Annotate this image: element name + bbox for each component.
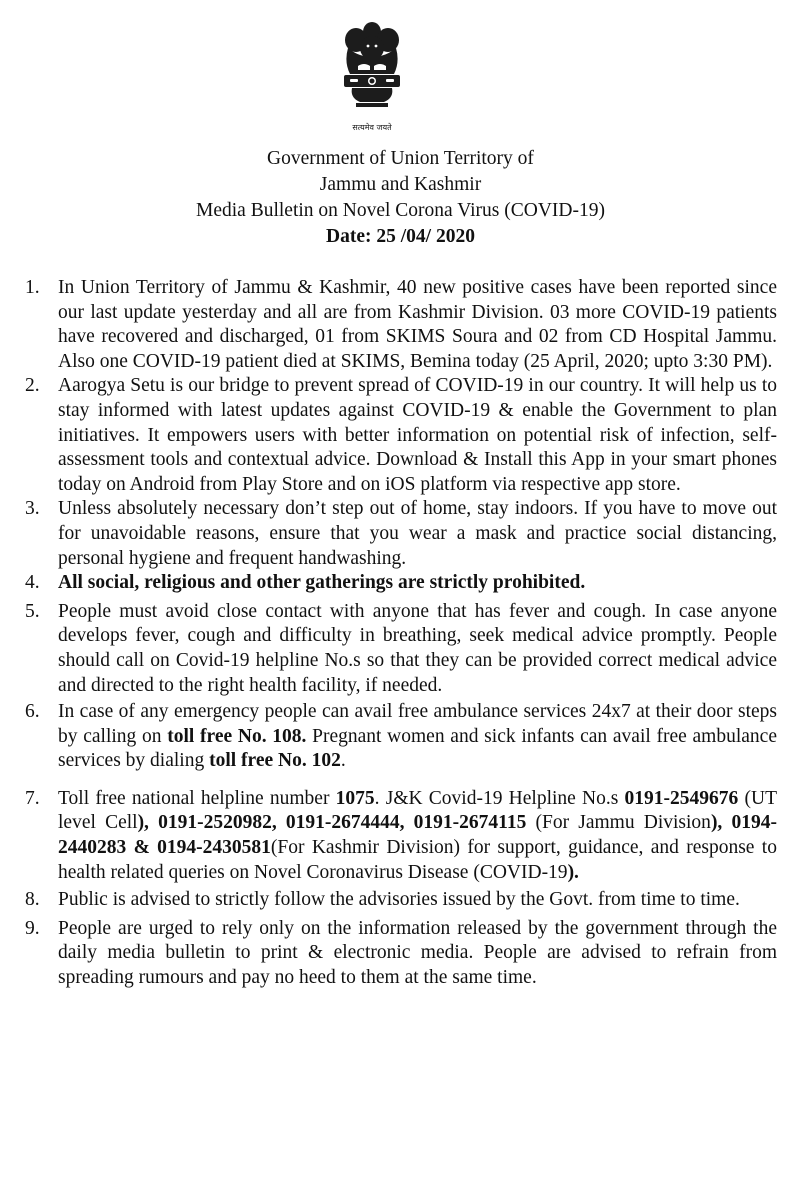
list-item [25,888,777,913]
item-text-segment: . J&K Covid-19 Helpline No.s [374,787,625,809]
item-number: 7. [25,787,40,809]
list-item [25,497,777,571]
item-text-segment: . [340,750,346,772]
jammu-helpline-numbers: ), 0191-2520982, 0191-2674444, 0191-2674115 [137,812,527,834]
item-number: 6. [25,701,40,723]
item-number: 2. [25,375,40,397]
toll-free-102: toll free No. 102 [209,750,341,772]
item-text-segment: Toll free national helpline number [58,787,336,809]
item-text-prohibition: All social, religious and other gatherings are strictly prohibited. [58,572,586,594]
item-text: In Union Territory of Jammu & Kashmir, 40 new positive cases have been reported since our last update yesterday and all are from Kashmir Division. 03 more COVID-19 patients have recovered and discharged, 01 from SKIMS Soura and 02 from CD Hospital Jammu. Also one COVID-19 patient died at SKIMS, Bemina today (25 April, 2020; upto 3:30 PM). [58,277,777,372]
list-item [25,276,777,374]
item-text-segment: (For Kashmir Division) for support, guidance, and response to health related queries on Novel Coronavirus Disease (COVID-19 [58,837,777,883]
bulletin-header [0,146,801,250]
national-helpline-number: 1075 [335,787,375,809]
toll-free-108: toll free No. 108. [167,725,307,747]
list-item [25,787,777,885]
header-region-line: Jammu and Kashmir [319,174,482,195]
list-item [25,700,777,774]
ashoka-lion-capital-icon [334,18,410,122]
item-text: People must avoid close contact with anyone that has fever and cough. In case anyone develops fever, cough and difficulty in breathing, seek medical advice promptly. People should call on Covid-19 helpline No.s so that they can be provided correct medical advice and directed to the right health facility, if needed. [58,600,777,696]
header-bulletin-title: Media Bulletin on Novel Corona Virus (COVID-19) [196,200,605,221]
item-number: 3. [25,498,40,520]
item-text [58,787,777,885]
item-text-segment: In case of any emergency people can avail free ambulance services 24x7 at their door steps by calling on [58,701,777,747]
item-number: 8. [25,889,40,911]
item-text: People are urged to rely only on the information released by the government through the daily media bulletin to print & electronic media. People are advised to refrain from spreading rumours and pay no heed to them at the same time. [58,917,777,989]
list-item [25,917,777,991]
national-emblem [334,18,410,138]
item-number: 5. [25,600,40,622]
item-text: Unless absolutely necessary don’t step out of home, stay indoors. If you have to move out for unavoidable reasons, ensure that you wear a mask and practice social distancing, personal hygiene and frequent handwashing. [58,498,777,569]
ut-helpline-number: 0191-2549676 [624,787,739,809]
item-number: 4. [25,572,40,594]
item-text: Aarogya Setu is our bridge to prevent spread of COVID-19 in our country. It will help us to stay informed with latest updates against COVID-19 & enable the Government to plan initiatives. It empowers users with better information on potential risk of infection, self-assessment tools and contextual advice. Download & Install this App in your smart phones today on Android from Play Store and on iOS platform via respective app store. [58,375,777,495]
emblem-motto: सत्यमेव जयते [352,123,392,132]
item-text: Public is advised to strictly follow the advisories issued by the Govt. from time to time. [58,889,740,911]
header-government-line: Government of Union Territory of [267,148,534,169]
item-text [58,700,777,774]
list-item [25,571,777,596]
bulletin-date: Date: 25 /04/ 2020 [326,226,475,247]
item-text-segment: (For Jammu Division [526,812,711,834]
bulletin-items-list [25,276,777,991]
item-number: 9. [25,917,40,939]
item-text-segment: (UT level Cell [58,787,777,834]
item-number: 1. [25,277,40,298]
list-item [25,374,777,497]
item-text-bold-segment: ). [567,861,579,883]
kashmir-helpline-numbers: ), 0194-2440283 & 0194-2430581 [58,812,777,859]
list-item [25,600,777,698]
item-text-segment: Pregnant women and sick infants can avail free ambulance services by dialing [58,725,777,772]
